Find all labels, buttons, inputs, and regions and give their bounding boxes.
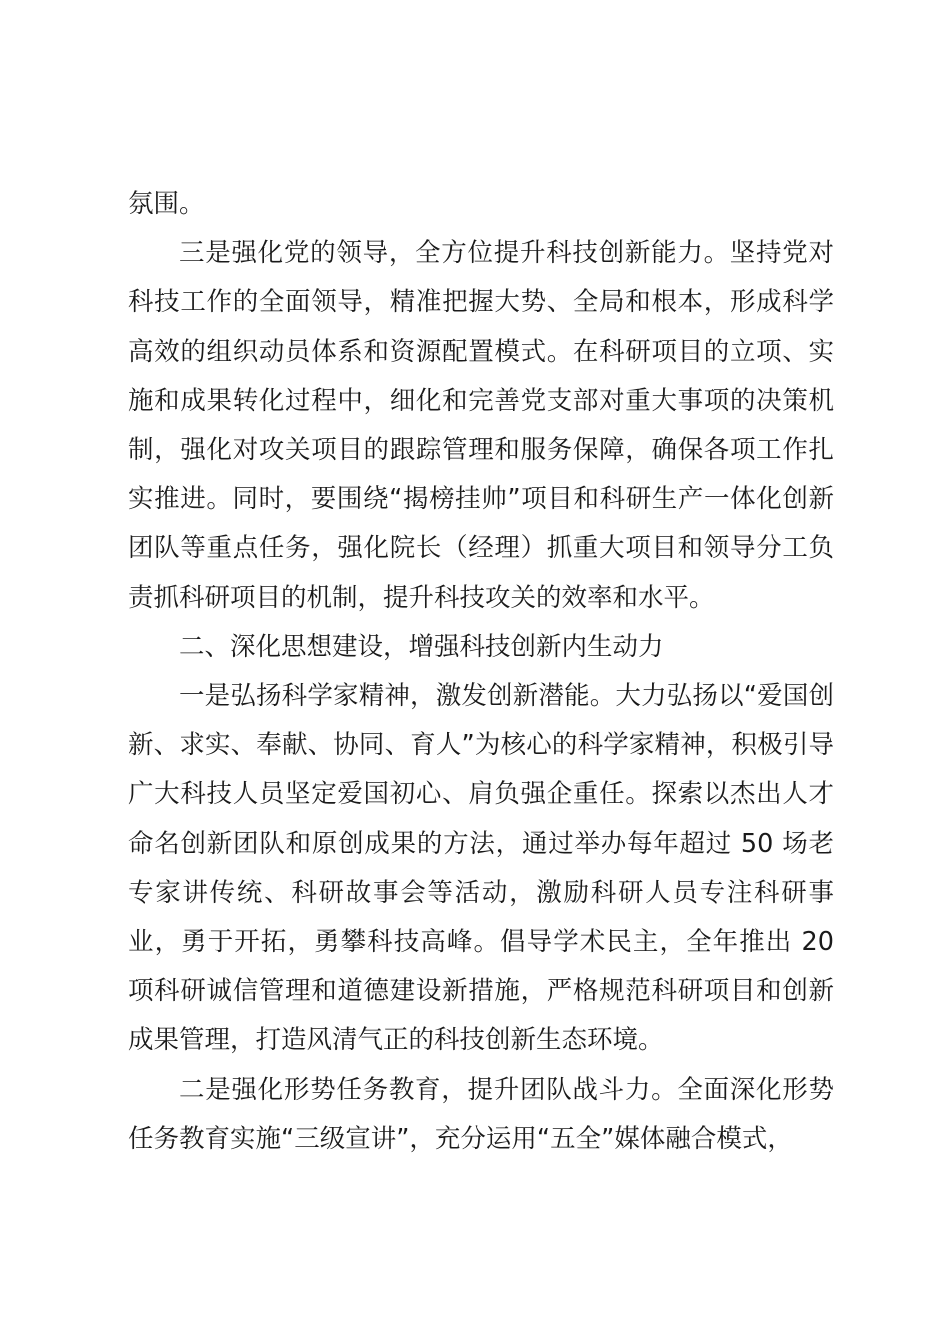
paragraph-situation-education: 二是强化形势任务教育，提升团队战斗力。全面深化形势任务教育实施“三级宣讲”，充分运用“五全”媒体融合模式，	[128, 1074, 834, 1154]
paragraph-scientist-spirit: 一是弘扬科学家精神，激发创新潜能。大力弘扬以“爱国创新、求实、奉献、协同、育人”为核心的科学家精神，积极引导广大科技人员坚定爱国初心、肩负强企重任。探索以杰出人才命名创新团队和原创成果的方法，通过举办每年超过 50 场老专家讲传统、科研故事会等活动，激励科研人员专注科研事业，勇于开拓，勇攀科技高峰。倡导学术民主，全年推出 20 项科研诚信管理和道德建设新措施，严格规范科研项目和创新成果管理，打造风清气正的科技创新生态环境。	[128, 681, 834, 1056]
paragraph-continuation: 氛围。	[128, 189, 205, 219]
section-heading-ideology: 二、深化思想建设，增强科技创新内生动力	[179, 631, 664, 662]
document-body	[128, 180, 834, 1164]
paragraph-party-leadership: 三是强化党的领导，全方位提升科技创新能力。坚持党对科技工作的全面领导，精准把握大势、全局和根本，形成科学高效的组织动员体系和资源配置模式。在科研项目的立项、实施和成果转化过程中，细化和完善党支部对重大事项的决策机制，强化对攻关项目的跟踪管理和服务保障，确保各项工作扎实推进。同时，要围绕“揭榜挂帅”项目和科研生产一体化创新团队等重点任务，强化院长（经理）抓重大项目和领导分工负责抓科研项目的机制，提升科技攻关的效率和水平。	[128, 238, 834, 613]
